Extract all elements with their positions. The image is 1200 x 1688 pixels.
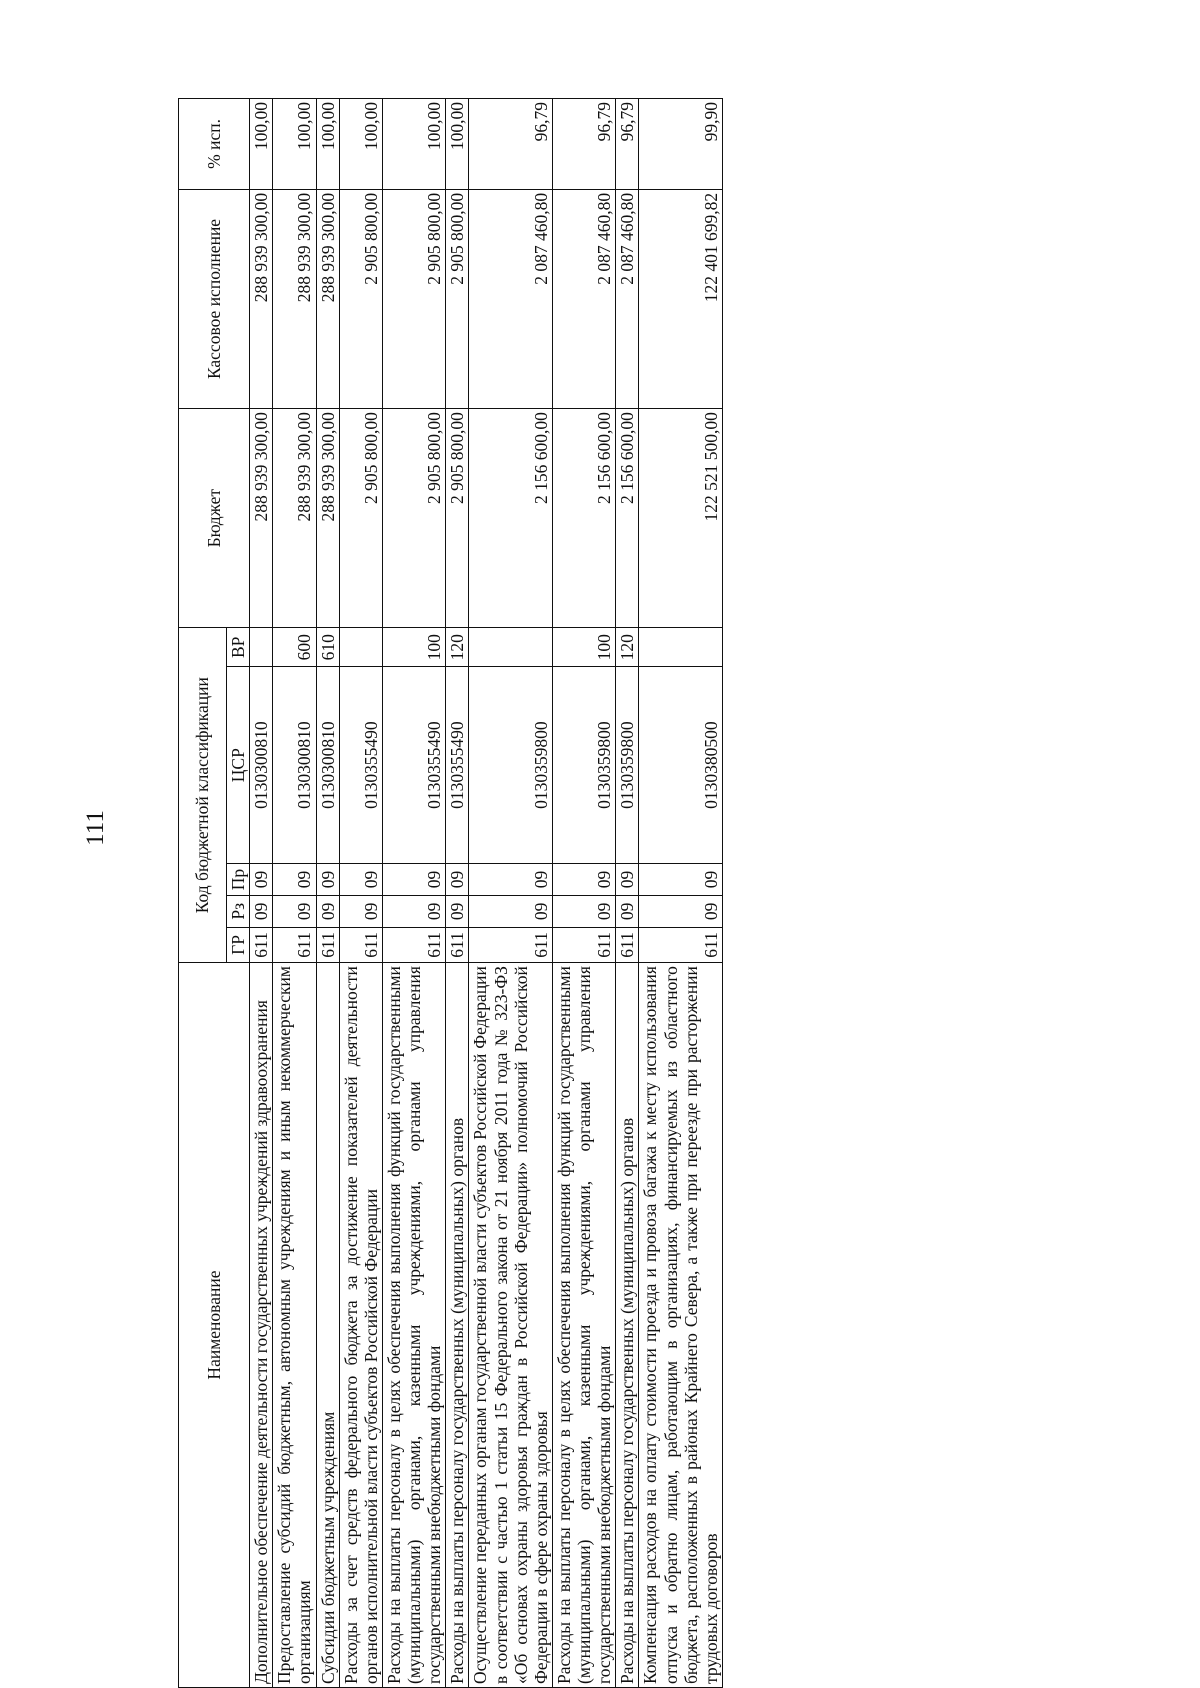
header-gr: ГР: [227, 927, 250, 962]
row-percent-cell: 100,00: [316, 99, 339, 190]
row-rz-cell: 09: [469, 895, 553, 927]
row-execution-cell: 2 905 800,00: [382, 189, 445, 408]
row-budget-cell: 288 939 300,00: [250, 409, 273, 628]
row-gr-cell: 611: [250, 927, 273, 962]
row-percent-cell: 96,79: [552, 99, 615, 190]
row-gr-cell: 611: [639, 927, 723, 962]
row-percent-cell: 100,00: [250, 99, 273, 190]
row-csr-cell: 0130355490: [339, 667, 382, 864]
row-gr-cell: 611: [552, 927, 615, 962]
row-pr-cell: 09: [382, 864, 445, 896]
row-percent-cell: 100,00: [382, 99, 445, 190]
row-rz-cell: 09: [446, 895, 469, 927]
budget-execution-table: [178, 98, 723, 1688]
table-row: [273, 99, 316, 1688]
table-row: [469, 99, 553, 1688]
row-rz-cell: 09: [552, 895, 615, 927]
row-gr-cell: 611: [616, 927, 639, 962]
row-execution-cell: 2 087 460,80: [469, 189, 553, 408]
row-execution-cell: 2 087 460,80: [616, 189, 639, 408]
row-budget-cell: 288 939 300,00: [273, 409, 316, 628]
row-pr-cell: 09: [316, 864, 339, 896]
table-row: [552, 99, 615, 1688]
row-rz-cell: 09: [639, 895, 723, 927]
row-budget-cell: 2 905 800,00: [446, 409, 469, 628]
row-percent-cell: 96,79: [616, 99, 639, 190]
row-name-cell: Осуществление переданных органам государственной власти субъектов Российской Федерации в соответствии с частью 1 статьи 15 Федерального закона от 21 ноября 2011 года № 323-ФЗ «Об основах охраны здоровья граждан в Российской Федерации» полномочий Российской Федерации в сфере охраны здоровья: [469, 963, 553, 1688]
row-name-cell: Предоставление субсидий бюджетным, автономным учреждениям и иным некоммерческим организациям: [273, 963, 316, 1688]
row-percent-cell: 100,00: [446, 99, 469, 190]
row-name-cell: Расходы на выплаты персоналу в целях обеспечения выполнения функций государственными (муниципальными) органами, казенными учреждениями, органами управления государственными внебюджетными фондами: [552, 963, 615, 1688]
row-pr-cell: 09: [616, 864, 639, 896]
row-name-cell: Расходы на выплаты персоналу в целях обеспечения выполнения функций государственными (муниципальными) органами, казенными учреждениями, органами управления государственными внебюджетными фондами: [382, 963, 445, 1688]
row-pr-cell: 09: [469, 864, 553, 896]
row-rz-cell: 09: [616, 895, 639, 927]
table-body: [250, 99, 723, 1688]
header-name: Наименование: [179, 963, 250, 1688]
header-vr: ВР: [227, 628, 250, 667]
table-row: [639, 99, 723, 1688]
row-budget-cell: 2 905 800,00: [339, 409, 382, 628]
row-vr-cell: [250, 628, 273, 667]
row-gr-cell: 611: [446, 927, 469, 962]
row-csr-cell: 0130359800: [552, 667, 615, 864]
row-name-cell: Расходы за счет средств федерального бюджета за достижение показателей деятельности органов исполнительной власти субъектов Российской Федерации: [339, 963, 382, 1688]
row-csr-cell: 0130300810: [273, 667, 316, 864]
row-csr-cell: 0130355490: [382, 667, 445, 864]
row-execution-cell: 288 939 300,00: [273, 189, 316, 408]
row-gr-cell: 611: [382, 927, 445, 962]
row-name-cell: Субсидии бюджетным учреждениям: [316, 963, 339, 1688]
header-execution: Кассовое исполнение: [179, 189, 250, 408]
row-gr-cell: 611: [316, 927, 339, 962]
row-csr-cell: 0130380500: [639, 667, 723, 864]
row-vr-cell: 120: [446, 628, 469, 667]
row-budget-cell: 288 939 300,00: [316, 409, 339, 628]
row-gr-cell: 611: [273, 927, 316, 962]
row-csr-cell: 0130355490: [446, 667, 469, 864]
row-percent-cell: 99,90: [639, 99, 723, 190]
row-budget-cell: 122 521 500,00: [639, 409, 723, 628]
row-gr-cell: 611: [339, 927, 382, 962]
header-code-group: Код бюджетной классификации: [179, 628, 227, 963]
row-vr-cell: 100: [552, 628, 615, 667]
header-rz: Рз: [227, 895, 250, 927]
table-row: [339, 99, 382, 1688]
row-pr-cell: 09: [446, 864, 469, 896]
row-vr-cell: 100: [382, 628, 445, 667]
row-percent-cell: 100,00: [339, 99, 382, 190]
row-vr-cell: [339, 628, 382, 667]
row-rz-cell: 09: [339, 895, 382, 927]
row-vr-cell: 120: [616, 628, 639, 667]
page-number: 111: [82, 810, 109, 846]
row-rz-cell: 09: [316, 895, 339, 927]
row-vr-cell: 610: [316, 628, 339, 667]
row-name-cell: Компенсация расходов на оплату стоимости проезда и провоза багажа к месту использования отпуска и обратно лицам, работающим в организациях, финансируемых из областного бюджета, расположенных в районах Крайнего Севера, а также при переезде при расторжении трудовых договоров: [639, 963, 723, 1688]
row-pr-cell: 09: [250, 864, 273, 896]
row-execution-cell: 288 939 300,00: [316, 189, 339, 408]
header-csr: ЦСР: [227, 667, 250, 864]
row-execution-cell: 122 401 699,82: [639, 189, 723, 408]
row-csr-cell: 0130359800: [469, 667, 553, 864]
row-rz-cell: 09: [273, 895, 316, 927]
header-budget: Бюджет: [179, 409, 250, 628]
row-budget-cell: 2 905 800,00: [382, 409, 445, 628]
rotated-table-container: [178, 98, 998, 1688]
row-rz-cell: 09: [382, 895, 445, 927]
row-name-cell: Расходы на выплаты персоналу государственных (муниципальных) органов: [446, 963, 469, 1688]
row-budget-cell: 2 156 600,00: [469, 409, 553, 628]
row-csr-cell: 0130300810: [250, 667, 273, 864]
row-percent-cell: 96,79: [469, 99, 553, 190]
table-header: [179, 99, 250, 1688]
row-execution-cell: 2 905 800,00: [339, 189, 382, 408]
row-gr-cell: 611: [469, 927, 553, 962]
row-rz-cell: 09: [250, 895, 273, 927]
row-percent-cell: 100,00: [273, 99, 316, 190]
row-execution-cell: 2 905 800,00: [446, 189, 469, 408]
table-row: [446, 99, 469, 1688]
row-budget-cell: 2 156 600,00: [616, 409, 639, 628]
header-percent: % исп.: [179, 99, 250, 190]
row-pr-cell: 09: [339, 864, 382, 896]
header-pr: Пр: [227, 864, 250, 896]
row-vr-cell: 600: [273, 628, 316, 667]
row-pr-cell: 09: [639, 864, 723, 896]
row-csr-cell: 0130300810: [316, 667, 339, 864]
row-execution-cell: 288 939 300,00: [250, 189, 273, 408]
table-row: [250, 99, 273, 1688]
row-name-cell: Дополнительное обеспечение деятельности государственных учреждений здравоохранения: [250, 963, 273, 1688]
table-row: [382, 99, 445, 1688]
row-csr-cell: 0130359800: [616, 667, 639, 864]
row-execution-cell: 2 087 460,80: [552, 189, 615, 408]
row-budget-cell: 2 156 600,00: [552, 409, 615, 628]
table-row: [316, 99, 339, 1688]
row-name-cell: Расходы на выплаты персоналу государственных (муниципальных) органов: [616, 963, 639, 1688]
row-vr-cell: [469, 628, 553, 667]
row-pr-cell: 09: [273, 864, 316, 896]
table-row: [616, 99, 639, 1688]
row-vr-cell: [639, 628, 723, 667]
row-pr-cell: 09: [552, 864, 615, 896]
